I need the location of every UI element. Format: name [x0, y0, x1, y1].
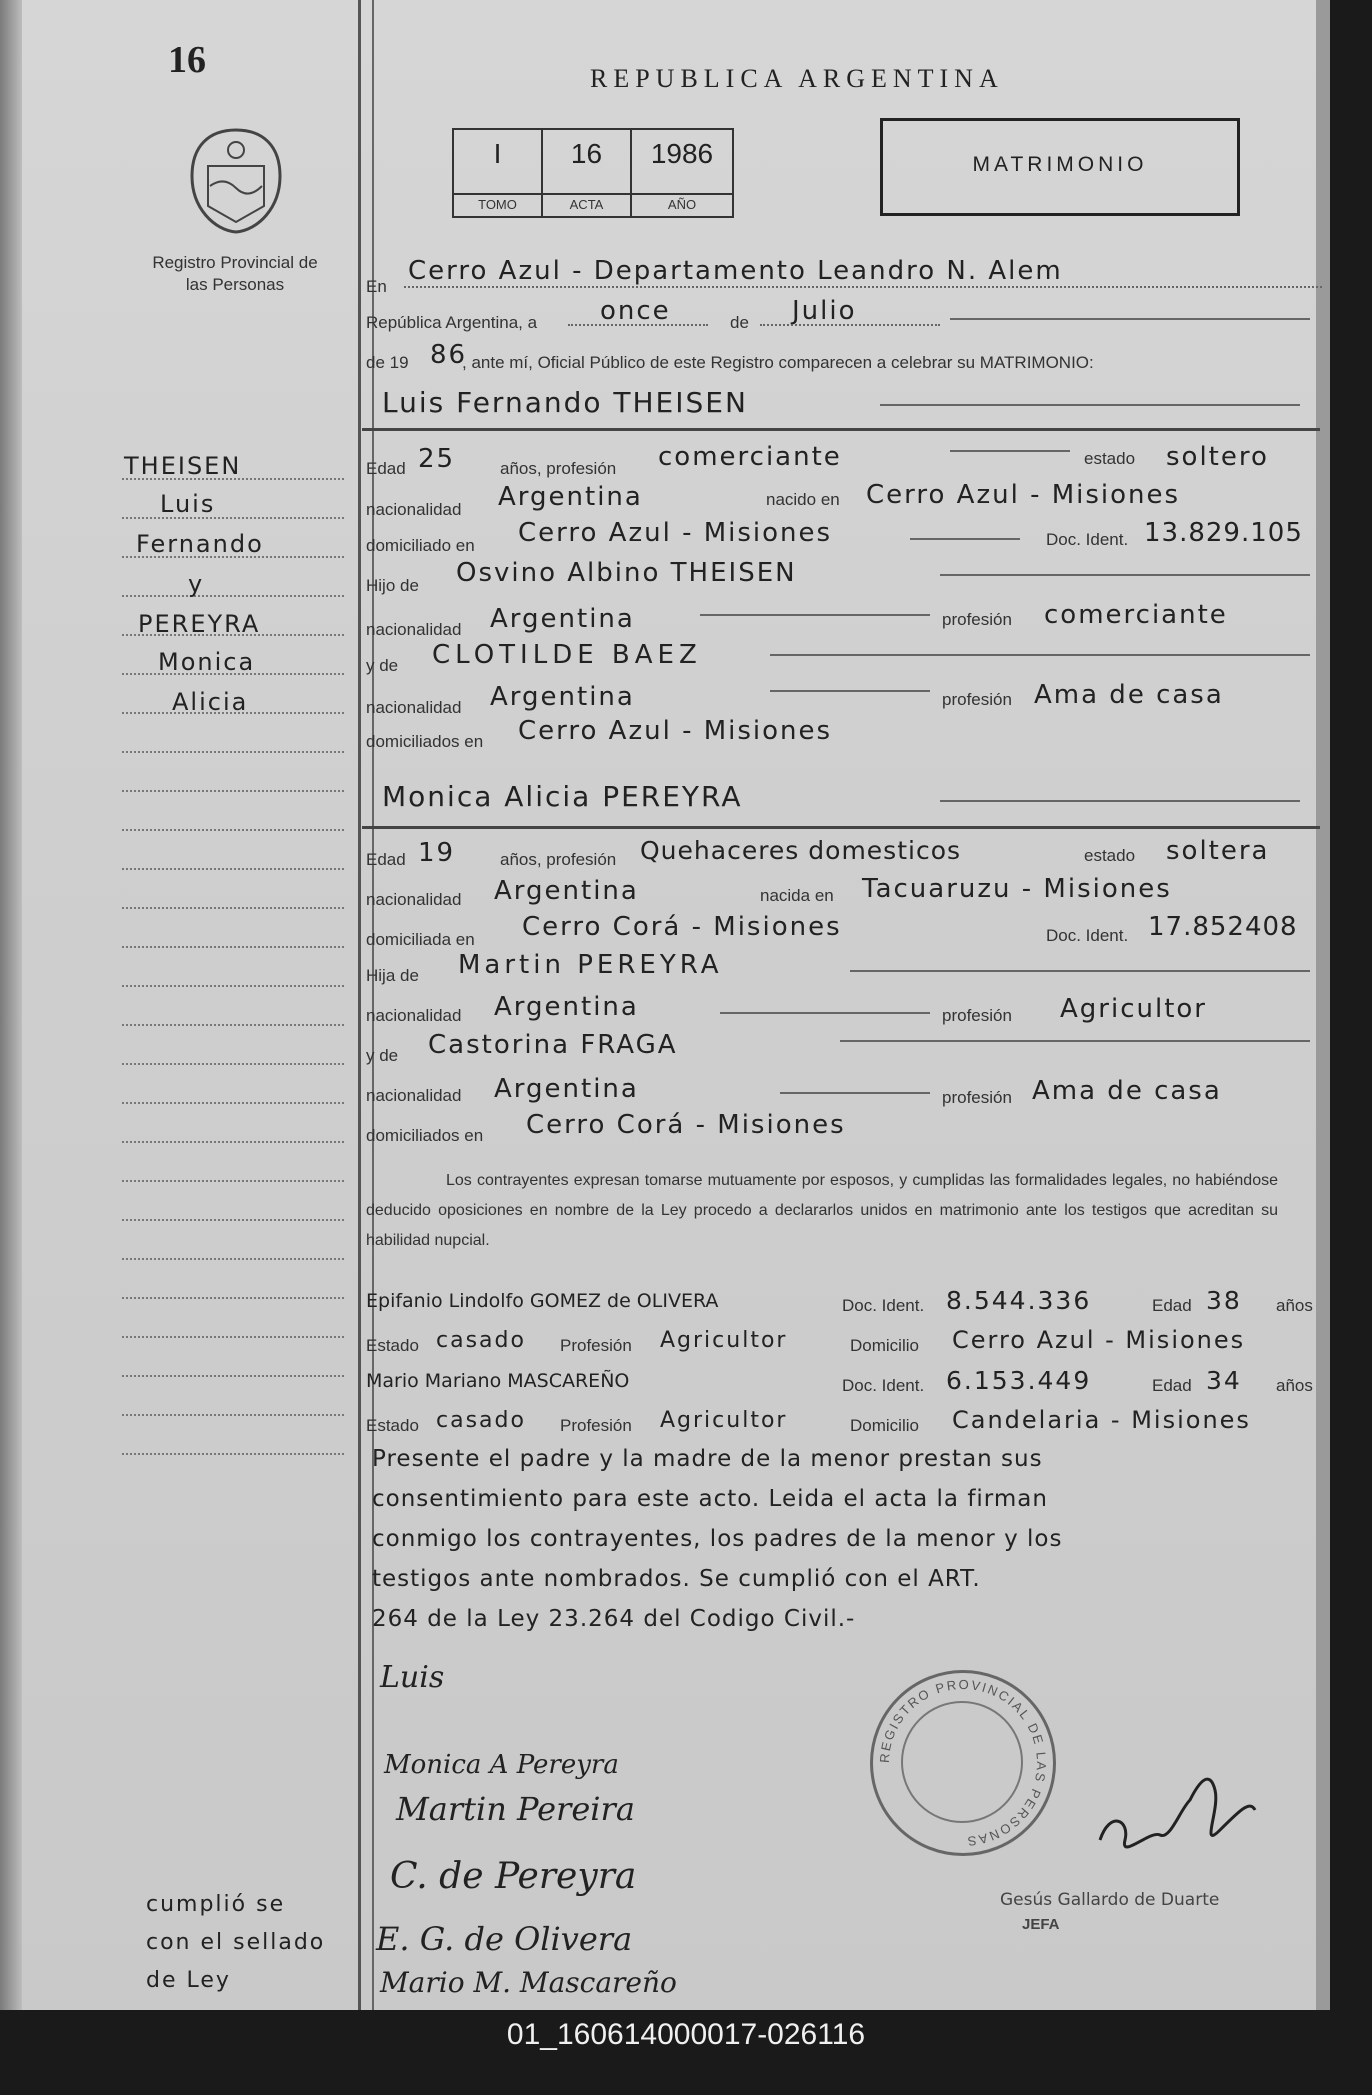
anio-cell: [632, 130, 732, 216]
record-type-box: [880, 118, 1240, 216]
bride-mother-line: [840, 1040, 1310, 1042]
statement: , ante mí, Oficial Público de este Registro comparecen a celebrar su MATRIMONIO:: [462, 353, 1094, 372]
bride-father-line: [850, 970, 1310, 972]
margin-rule: [122, 1336, 344, 1338]
official-stamp: [870, 1670, 1056, 1856]
groom-dom-line: [910, 538, 1020, 540]
margin-divider-inner: [372, 0, 374, 2010]
stamp-ring-text-icon: [873, 1673, 1053, 1853]
officer-signature-icon: [1090, 1740, 1270, 1870]
bride-domiciliados-label: domiciliados en: [366, 1126, 484, 1145]
bride-father-nac-label: nacionalidad: [366, 1006, 462, 1025]
note-line: consentimiento para este acto. Leida el acta la firman: [372, 1486, 1048, 1512]
signature: Monica A Pereyra: [384, 1750, 619, 1780]
witness-name: Mario Mariano MASCAREÑO: [366, 1370, 630, 1392]
bride-name: Monica Alicia PEREYRA: [382, 780, 743, 813]
bride-mother-prof-label: profesión: [942, 1088, 1012, 1107]
registry-box: [452, 128, 734, 218]
margin-rule: [122, 1219, 344, 1221]
groom-yde-label: y de: [366, 656, 399, 675]
bride-father: Martin PEREYRA: [458, 950, 723, 980]
margin-rule: [122, 1414, 344, 1416]
tomo-cell: [454, 130, 543, 216]
margin-rule: [122, 751, 344, 753]
bride-profesion: Quehaceres domesticos: [640, 836, 962, 865]
anio-label: AÑO: [632, 193, 732, 212]
groom-mother-nac: Argentina: [490, 682, 635, 712]
margin-note: Alicia: [172, 688, 249, 716]
groom-parents-dom: Cerro Azul - Misiones: [518, 716, 833, 746]
bride-mother-prof: Ama de casa: [1032, 1076, 1222, 1106]
bride-parents-dom: Cerro Corá - Misiones: [526, 1110, 846, 1140]
margin-divider: [358, 0, 361, 2010]
record-type: MATRIMONIO: [972, 153, 1148, 176]
bride-doc: 17.852408: [1148, 912, 1298, 942]
groom-nacido-label: nacido en: [766, 490, 840, 509]
anio-value: 1986: [650, 138, 714, 169]
groom-name-line: [880, 404, 1300, 406]
margin-rule: [122, 1102, 344, 1104]
witness-profesion-label: Profesión: [560, 1336, 632, 1355]
tomo-label: TOMO: [454, 193, 541, 212]
margin-note: PEREYRA: [138, 610, 261, 638]
groom-profesion: comerciante: [658, 442, 842, 472]
witness-estado: casado: [436, 1408, 526, 1433]
document-id: 01_160614000017-026116: [506, 2018, 866, 2051]
groom-father-nac-line: [700, 614, 930, 616]
acta-label: ACTA: [543, 193, 630, 212]
groom-name: Luis Fernando THEISEN: [382, 386, 748, 419]
note-line: conmigo los contrayentes, los padres de la menor y los: [372, 1526, 1063, 1552]
section-separator: [362, 826, 1320, 829]
groom-edad-label: Edad: [366, 459, 406, 478]
bride-edad: 19: [418, 838, 456, 868]
groom-doc-label: Doc. Ident.: [1046, 530, 1129, 549]
witness-domicilio-label: Domicilio: [850, 1336, 919, 1355]
margin-rule: [122, 868, 344, 870]
signature: E. G. de Olivera: [376, 1920, 633, 1958]
margin-rule: [122, 1180, 344, 1182]
witness-doc: 6.153.449: [946, 1366, 1092, 1395]
signature: C. de Pereyra: [390, 1856, 637, 1897]
bride-nacionalidad: Argentina: [494, 876, 639, 906]
margin-footnote-line: cumplió se: [146, 1892, 286, 1917]
margin-note: Luis: [160, 490, 216, 518]
groom-estado: soltero: [1166, 442, 1269, 472]
year-suffix: 86: [430, 340, 468, 370]
groom-domiciliados-label: domiciliados en: [366, 732, 484, 751]
margin-rule: [122, 790, 344, 792]
bride-domicilio: Cerro Corá - Misiones: [522, 912, 842, 942]
bride-doc-label: Doc. Ident.: [1046, 926, 1129, 945]
registry-office: Registro Provincial de las Personas: [152, 253, 318, 294]
bride-hija-label: Hija de: [366, 966, 419, 985]
groom-father-nac: Argentina: [490, 604, 635, 634]
groom-edad: 25: [418, 444, 456, 474]
witness-doc-label: Doc. Ident.: [842, 1376, 925, 1395]
place-line: [404, 286, 1322, 288]
margin-rule: [122, 1024, 344, 1026]
bride-profesion-label: años, profesión: [500, 850, 617, 869]
bride-edad-label: Edad: [366, 850, 406, 869]
groom-nac-label: nacionalidad: [366, 500, 462, 519]
margin-rule: [122, 829, 344, 831]
witness-profesion-label: Profesión: [560, 1416, 632, 1435]
acta-cell: [543, 130, 632, 216]
bride-mother: Castorina FRAGA: [428, 1030, 678, 1060]
binding-edge: [0, 0, 22, 2010]
stamp-officer-title: JEFA: [1022, 1916, 1060, 1933]
margin-note: y: [188, 570, 205, 598]
en-label: En: [366, 277, 387, 296]
witness-edad-label: Edad: [1152, 1296, 1192, 1315]
groom-mother-nac-line: [770, 690, 930, 692]
groom-dom-label: domiciliado en: [366, 536, 475, 555]
note-line: 264 de la Ley 23.264 del Codigo Civil.-: [372, 1606, 856, 1632]
de-label: de: [730, 313, 749, 332]
bride-mother-nac-line: [780, 1092, 930, 1094]
margin-rule: [122, 1141, 344, 1143]
witness-domicilio-label: Domicilio: [850, 1416, 919, 1435]
bride-father-nac: Argentina: [494, 992, 639, 1022]
witness-edad-label: Edad: [1152, 1376, 1192, 1395]
place-value: Cerro Azul - Departamento Leandro N. Alem: [408, 256, 1063, 286]
stamp-ring-text: REGISTRO PROVINCIAL DE LAS PERSONAS: [876, 1676, 1050, 1850]
groom-profesion-label: años, profesión: [500, 459, 617, 478]
margin-rule: [122, 1375, 344, 1377]
bride-nacida: Tacuaruzu - Misiones: [862, 874, 1172, 904]
page-number: 16: [168, 39, 206, 81]
page-title: REPUBLICA ARGENTINA: [590, 64, 1004, 93]
bride-mother-nac-label: nacionalidad: [366, 1086, 462, 1105]
year-prefix: de 19: [366, 353, 409, 372]
month-line: [760, 324, 940, 326]
margin-note: Monica: [158, 648, 256, 676]
margin-rule: [122, 1258, 344, 1260]
groom-father-nac-label: nacionalidad: [366, 620, 462, 639]
groom-doc: 13.829.105: [1144, 518, 1303, 548]
groom-mother-nac-label: nacionalidad: [366, 698, 462, 717]
margin-rule: [122, 1297, 344, 1299]
groom-mother: CLOTILDE BAEZ: [432, 640, 702, 670]
signature: Mario M. Mascareño: [380, 1966, 677, 1999]
bride-yde-label: y de: [366, 1046, 399, 1065]
margin-rule: [122, 517, 344, 519]
margin-footnote-line: con el sellado: [146, 1930, 326, 1955]
day-value: once: [600, 296, 671, 326]
margin-footnote-line: de Ley: [146, 1968, 231, 1993]
month-fill-line: [950, 318, 1310, 320]
acta-value: 16: [570, 138, 603, 169]
provincial-seal-icon: [188, 126, 284, 236]
bride-name-line: [940, 800, 1300, 802]
groom-nacido: Cerro Azul - Misiones: [866, 480, 1181, 510]
witness-anios-label: años: [1276, 1296, 1313, 1315]
margin-rule: [122, 595, 344, 597]
svg-text:REGISTRO PROVINCIAL DE LAS PER: [877, 1677, 1049, 1849]
tomo-value: I: [493, 138, 502, 169]
signature: Luis: [380, 1660, 445, 1695]
month-value: Julio: [792, 296, 857, 326]
groom-father: Osvino Albino THEISEN: [456, 558, 797, 588]
signature: Martin Pereira: [396, 1790, 635, 1828]
margin-note: THEISEN: [124, 452, 242, 480]
margin-note: Fernando: [136, 530, 264, 558]
bride-dom-label: domiciliada en: [366, 930, 475, 949]
witness-profesion: Agricultor: [660, 1408, 788, 1433]
witness-profesion: Agricultor: [660, 1328, 788, 1353]
section-separator: [362, 428, 1320, 431]
witness-estado-label: Estado: [366, 1336, 419, 1355]
witness-edad: 38: [1206, 1286, 1242, 1315]
margin-rule: [122, 985, 344, 987]
witness-estado: casado: [436, 1328, 526, 1353]
groom-mother-prof-label: profesión: [942, 690, 1012, 709]
witness-domicilio: Candelaria - Misiones: [952, 1406, 1251, 1434]
margin-rule: [122, 946, 344, 948]
witness-edad: 34: [1206, 1366, 1242, 1395]
groom-mother-prof: Ama de casa: [1034, 680, 1224, 710]
republica-label: República Argentina, a: [366, 313, 538, 332]
groom-profesion-line: [950, 450, 1070, 452]
witness-domicilio: Cerro Azul - Misiones: [952, 1326, 1246, 1354]
groom-domicilio: Cerro Azul - Misiones: [518, 518, 833, 548]
witness-doc: 8.544.336: [946, 1286, 1092, 1315]
margin-rule: [122, 907, 344, 909]
bride-nacida-label: nacida en: [760, 886, 834, 905]
bride-father-prof: Agricultor: [1060, 994, 1207, 1024]
witness-doc-label: Doc. Ident.: [842, 1296, 925, 1315]
groom-nacionalidad: Argentina: [498, 482, 643, 512]
witness-anios-label: años: [1276, 1376, 1313, 1395]
declaration-text: Los contrayentes expresan tomarse mutuamente por esposos, y cumplidas las formalidades legales, no habiéndose deducido oposiciones en nombre de la Ley procedo a declararlos unidos en matrimonio ante los testigos que acreditan su habilidad nupcial.: [366, 1172, 1278, 1249]
bride-nac-label: nacionalidad: [366, 890, 462, 909]
bride-mother-nac: Argentina: [494, 1074, 639, 1104]
bride-father-nac-line: [720, 1012, 930, 1014]
note-line: Presente el padre y la madre de la menor prestan sus: [372, 1446, 1043, 1472]
page-edge: [1316, 0, 1330, 2010]
witness-name: Epifanio Lindolfo GOMEZ de OLIVERA: [366, 1290, 719, 1312]
bride-estado-label: estado: [1084, 846, 1136, 865]
margin-rule: [122, 1453, 344, 1455]
groom-estado-label: estado: [1084, 449, 1136, 468]
bride-estado: soltera: [1166, 836, 1270, 866]
day-line: [568, 324, 708, 326]
groom-mother-line: [770, 654, 1310, 656]
groom-father-prof-label: profesión: [942, 610, 1012, 629]
groom-hijo-label: Hijo de: [366, 576, 419, 595]
groom-father-prof: comerciante: [1044, 600, 1228, 630]
margin-rule: [122, 1063, 344, 1065]
groom-father-line: [940, 574, 1310, 576]
note-line: testigos ante nombrados. Se cumplió con el ART.: [372, 1566, 981, 1592]
stamp-officer-name: Gesús Gallardo de Duarte: [1000, 1890, 1220, 1910]
witness-estado-label: Estado: [366, 1416, 419, 1435]
bride-father-prof-label: profesión: [942, 1006, 1012, 1025]
